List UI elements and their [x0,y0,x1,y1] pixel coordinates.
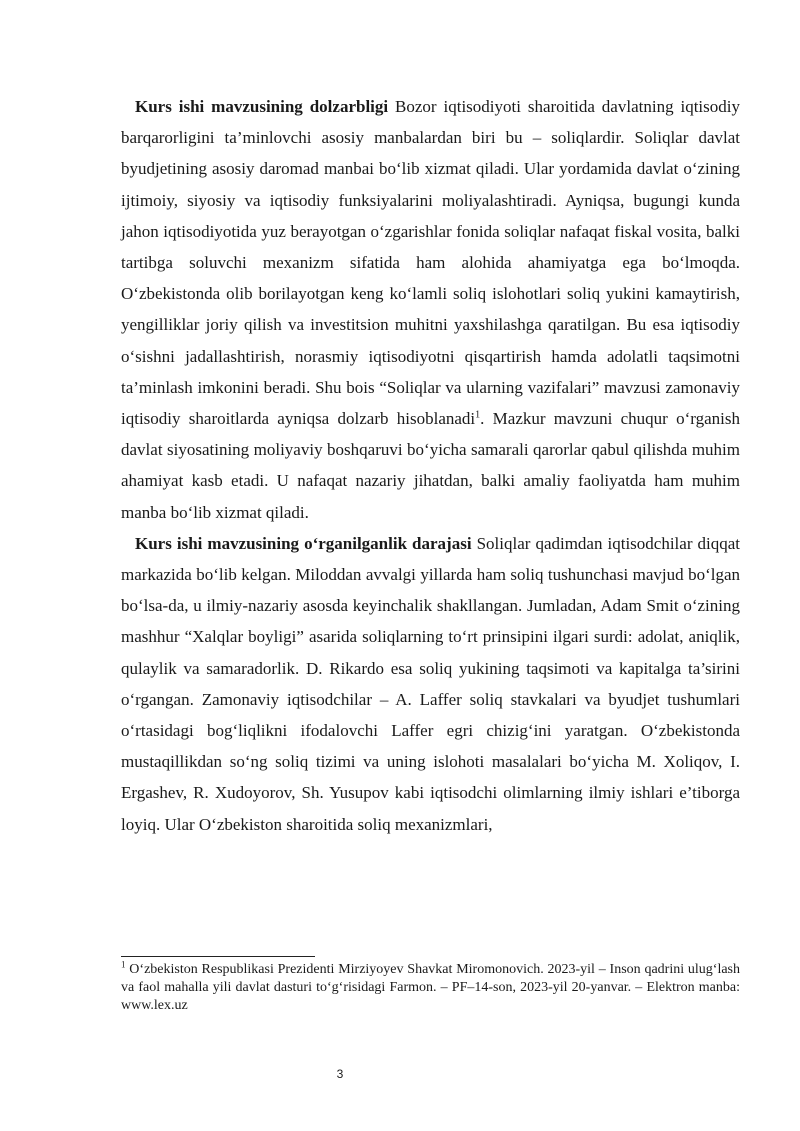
paragraph-study-level-text: Soliqlar qadimdan iqtisodchilar diqqat markazida bo‘lib kelgan. Miloddan avvalgi yillarda ham soliq tushunchasi mavjud bo‘lgan bo‘lsa-da, u ilmiy-nazariy asosda keyinchalik shakllangan. Jumladan, Adam Smit o‘zining mashhur “Xalqlar boyligi” asarida soliqlarning to‘rt prinsipini ilgari surdi: adolat, aniqlik, qulaylik va samaradorlik. D. Rikardo esa soliq yukining taqsimoti va kapitalga ta’sirini o‘rgangan. Zamonaviy iqtisodchilar – A. Laffer soliq stavkalari va byudjet tushumlari o‘rtasidagi bog‘liqlikni ifodalovchi Laffer egri chizig‘ini yaratgan. O‘zbekistonda mustaqillikdan so‘ng soliq tizimi va uning islohoti masalalari bo‘yicha M. Xoliqov, I. Ergashev, R. Xudoyorov, Sh. Yusupov kabi iqtisodchi olimlarning ilmiy ishlari e’tiborga loyiq. Ular O‘zbekiston sharoitida soliq mexanizmlari, [121,533,741,834]
page-body [121,91,740,840]
footnote-separator [121,956,315,957]
footnote-number: 1 [121,959,126,970]
footnote-text: O‘zbekiston Respublikasi Prezidenti Mirziyoyev Shavkat Miromonovich. 2023-yil – Inson qadrini ulug‘lash va faol mahalla yili davlat dasturi to‘g‘risidagi Farmon. – PF–14-son, 2023-yil 20-yanvar. – Elektron manba: www.lex.uz [121,962,740,1013]
page-number: 3 [336,1067,344,1081]
paragraph-study-level [121,528,740,840]
paragraph-relevance [121,91,740,528]
footnote [121,961,740,1015]
heading-study-level: Kurs ishi mavzusining o‘rganilganlik darajasi [135,533,472,553]
heading-relevance: Kurs ishi mavzusining dolzarbligi [135,97,389,116]
footnote-reference[interactable]: 1 [475,409,481,421]
paragraph-relevance-text: Bozor iqtisodiyoti sharoitida davlatning iqtisodiy barqarorligini ta’minlovchi asosiy manbalardan biri bu – soliqlardir. Soliqlar davlat byudjetining asosiy daromad manbai bo‘lib xizmat qiladi. Ular yordamida davlat o‘zining ijtimoiy, siyosiy va iqtisodiy funksiyalarini moliyalashtiradi. Ayniqsa, bugungi kunda jahon iqtisodiyotida yuz berayotgan o‘zgarishlar fonida soliqlar nafaqat fiskal vosita, balki tartibga soluvchi mexanizm sifatida ham alohida ahamiyatga ega bo‘lmoqda. O‘zbekistonda olib borilayotgan keng ko‘lamli soliq islohotlari soliq yukini kamaytirish, yengilliklar joriy qilish va investitsion muhitni yaxshilashga qaratilgan. Bu esa iqtisodiy o‘sishni jadallashtirish, norasmiy iqtisodiyotni qisqartirish hamda adolatli taqsimotni ta’minlash imkonini beradi. Shu bois “Soliqlar va ularning vazifalari” mavzusi zamonaviy iqtisodiy sharoitlarda ayniqsa dolzarb hisoblanadi [121,97,740,429]
paragraph-relevance-text-after: . Mazkur mavzuni chuqur o‘rganish davlat siyosatining moliyaviy boshqaruvi bo‘yicha samarali qarorlar qabul qilishda muhim ahamiyat kasb etadi. U nafaqat nazariy jihatdan, balki amaliy faoliyatda ham muhim manba bo‘lib xizmat qiladi. [121,409,740,522]
